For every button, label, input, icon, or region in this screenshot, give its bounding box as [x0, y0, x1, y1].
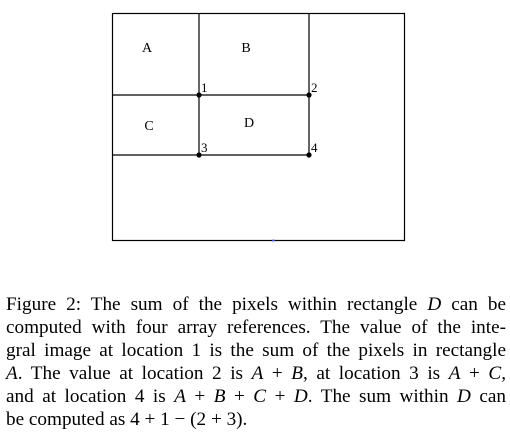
caption-math-symbol: D [293, 386, 308, 407]
caption-text-run: + [225, 386, 254, 407]
caption-text-run: , [501, 363, 507, 384]
caption-math-symbol: A [448, 363, 461, 384]
caption-math-symbol: C [488, 363, 502, 384]
caption-text-run: , at location 3 is [303, 363, 449, 384]
caption-math-symbol: B [291, 363, 304, 384]
caption-text-run: can [470, 386, 507, 407]
caption-text-run: and at location 4 is [6, 386, 175, 407]
caption-text-run: can be [441, 294, 506, 315]
region-label-d: D [243, 116, 255, 131]
caption-text-run: + [460, 363, 489, 384]
caption-line-3 [6, 339, 506, 362]
figure-caption [6, 293, 506, 431]
caption-math-symbol: C [253, 386, 267, 407]
location-label-4: 4 [311, 140, 318, 155]
caption-text-run: computed with four array references. The value of the inte- [6, 317, 506, 338]
caption-math-symbol: D [427, 294, 442, 315]
location-label-3: 3 [201, 140, 208, 155]
location-label-2: 2 [311, 80, 318, 95]
caption-line-2 [6, 316, 506, 339]
caption-math-symbol: A [251, 363, 264, 384]
caption-line-5 [6, 385, 506, 408]
caption-line-4 [6, 362, 506, 385]
caption-text-run: Figure 2: The sum of the pixels within rectangle [6, 294, 428, 315]
caption-text-run: + [263, 363, 292, 384]
region-label-c: C [144, 119, 154, 134]
caption-text-run: . The sum within [307, 386, 458, 407]
location-label-1: 1 [201, 80, 208, 95]
caption-text-run: + [185, 386, 214, 407]
region-label-b: B [241, 41, 251, 56]
region-label-a: A [141, 41, 153, 56]
caption-line-6 [6, 408, 506, 431]
caption-text-run: + [266, 386, 294, 407]
caption-text-run: . The value at location 2 is [17, 363, 252, 384]
image-outer-border [113, 14, 405, 241]
caption-math-symbol: D [457, 386, 471, 407]
caption-math-symbol: A [6, 363, 18, 384]
caption-text-run: be computed as 4 + 1 − (2 + 3). [6, 409, 248, 430]
caption-math-symbol: A [174, 386, 186, 407]
caption-text-run: gral image at location 1 is the sum of the pixels in rectangle [6, 340, 506, 361]
caption-line-1 [6, 293, 506, 316]
caption-math-symbol: B [213, 386, 226, 407]
